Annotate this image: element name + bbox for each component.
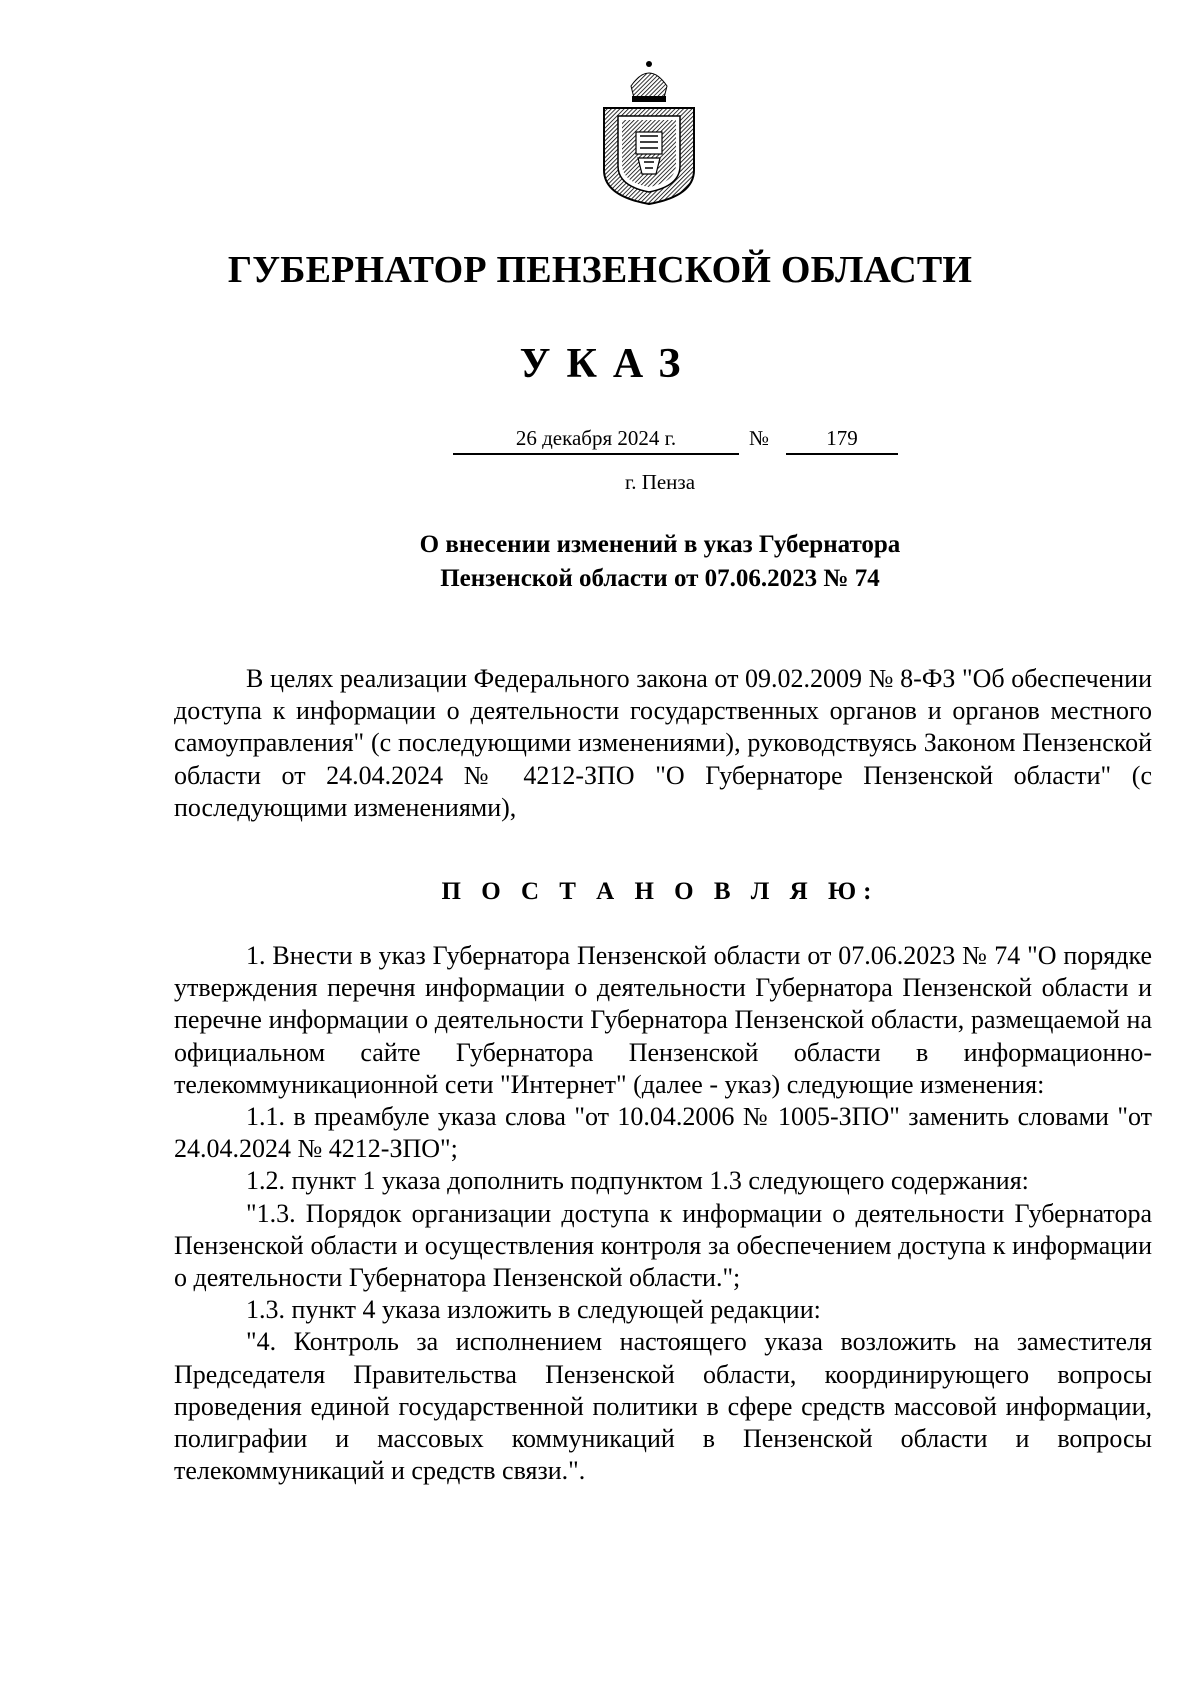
decree-heading: П О С Т А Н О В Л Я Ю: — [441, 878, 879, 905]
document-subject — [300, 528, 1020, 596]
organization-title: ГУБЕРНАТОР ПЕНЗЕНСКОЙ ОБЛАСТИ — [227, 249, 973, 291]
document-number: 179 — [786, 425, 898, 455]
document-city: г. Пенза — [624, 470, 696, 494]
number-sign: № — [749, 426, 770, 450]
decree-item: "4. Контроль за исполнением настоящего указа возложить на заместителя Председателя Правительства Пензенской области, координирующего вопросы проведения единой государственной политики в сфере средств массовой информации, полиграфии и массовых коммуникаций в Пензенской области и вопросы телекоммуникаций и средств связи.". — [174, 1327, 1152, 1486]
decree-item: 1.3. пункт 4 указа изложить в следующей редакции: — [246, 1295, 821, 1325]
preamble-paragraph: В целях реализации Федерального закона от 09.02.2009 № 8-ФЗ "Об обеспечении доступа к информации о деятельности государственных органов и органов местного самоуправления" (с последующими изменениями), руководствуясь Законом Пензенской области от 24.04.2024 № 4212-ЗПО "О Губернаторе Пензенской области" (с последующими изменениями), — [174, 664, 1152, 822]
preamble — [174, 663, 1152, 824]
subject-line-1: О внесении изменений в указ Губернатора — [419, 531, 901, 558]
decree-item: 1. Внести в указ Губернатора Пензенской области от 07.06.2023 № 74 "О порядке утверждения перечня информации о деятельности Губернатора Пензенской области и перечне информации о деятельности Губернатора Пензенской области, размещаемой на официальном сайте Губернатора Пензенской области в информационно-телекоммуникационной сети "Интернет" (далее - указ) следующие изменения: — [174, 941, 1152, 1099]
coat-of-arms-icon — [598, 58, 700, 208]
decree-item: 1.2. пункт 1 указа дополнить подпунктом 1.3 следующего содержания: — [246, 1166, 1029, 1196]
subject-line-2: Пензенской области от 07.06.2023 № 74 — [440, 565, 880, 592]
document-type: УКАЗ — [519, 341, 697, 387]
decree-item: "1.3. Порядок организации доступа к информации о деятельности Губернатора Пензенской области и осуществления контроля за обеспечением доступа к информации о деятельности Губернатора Пензенской области."; — [174, 1198, 1152, 1293]
document-date: 26 декабря 2024 г. — [453, 425, 739, 455]
decree-item: 1.1. в преамбуле указа слова "от 10.04.2006 № 1005-ЗПО" заменить словами "от 24.04.2024 № 4212-ЗПО"; — [174, 1102, 1152, 1164]
decree-items — [174, 940, 1152, 1487]
